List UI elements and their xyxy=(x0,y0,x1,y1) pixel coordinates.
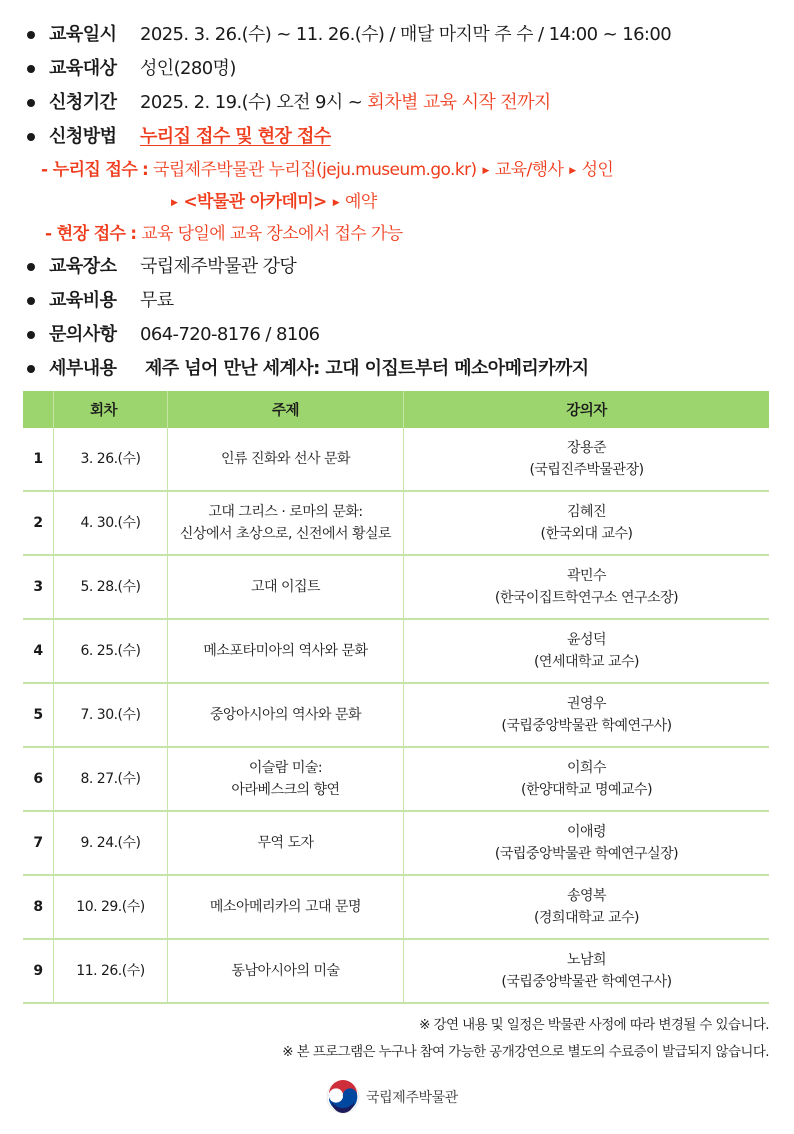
online-path-academy: <박물관 아카데미> xyxy=(183,192,327,212)
fee-value: 무료 xyxy=(140,290,174,311)
bullet-icon xyxy=(27,331,35,339)
session-date: 7. 30.(수) xyxy=(54,683,168,747)
arrow-right-icon: ▶ xyxy=(482,166,489,176)
session-date: 8. 27.(수) xyxy=(54,747,168,811)
lecturer-line: 이희수 xyxy=(566,760,607,776)
lecturer-line: 노남희 xyxy=(566,952,607,968)
lecturer-line: (국립중앙박물관 학예연구사) xyxy=(501,974,672,990)
lecturer-line: (한국외대 교수) xyxy=(540,526,633,542)
table-header-row xyxy=(23,391,769,428)
info-row-detail xyxy=(27,352,777,386)
session-topic xyxy=(168,747,404,811)
session-lecturer xyxy=(404,875,770,939)
info-row-target xyxy=(27,52,777,86)
session-topic xyxy=(168,939,404,1003)
detail-value: 제주 넘어 만난 세계사: 고대 이집트부터 메소아메리카까지 xyxy=(145,358,589,379)
info-row-place xyxy=(27,250,777,284)
session-number: 4 xyxy=(23,619,54,683)
note-no-certificate: ※ 본 프로그램은 누구나 참여 가능한 공개강연으로 별도의 수료증이 발급되지 않습니다. xyxy=(282,1044,769,1060)
session-topic xyxy=(168,619,404,683)
session-number: 9 xyxy=(23,939,54,1003)
org-name: 국립제주박물관 xyxy=(366,1090,458,1106)
lecturer-line: 장용준 xyxy=(566,440,607,456)
session-lecturer xyxy=(404,619,770,683)
session-topic xyxy=(168,875,404,939)
onsite-value: 교육 당일에 교육 장소에서 접수 가능 xyxy=(141,224,403,244)
session-lecturer xyxy=(404,555,770,619)
online-label: - 누리집 접수 xyxy=(41,160,138,180)
table-row xyxy=(23,428,769,491)
notes xyxy=(282,1012,769,1066)
place-label: 교육장소 xyxy=(49,256,117,277)
bullet-icon xyxy=(27,263,35,271)
arrow-right-icon: ▶ xyxy=(332,198,340,208)
method-label: 신청방법 xyxy=(49,126,117,147)
apply-value xyxy=(140,86,551,120)
table-row xyxy=(23,491,769,555)
topic-line: 메소아메리카의 고대 문명 xyxy=(209,899,362,915)
table-row xyxy=(23,875,769,939)
note-schedule-change: ※ 강연 내용 및 일정은 박물관 사정에 따라 변경될 수 있습니다. xyxy=(419,1017,769,1033)
online-apply-line xyxy=(27,154,777,186)
session-lecturer xyxy=(404,428,770,491)
table-row xyxy=(23,555,769,619)
topic-line: 신상에서 초상으로, 신전에서 황실로 xyxy=(179,526,392,542)
session-number: 7 xyxy=(23,811,54,875)
table-row xyxy=(23,747,769,811)
header-topic: 주제 xyxy=(168,391,404,428)
apply-date: 2025. 2. 19.(수) 오전 9시 ~ xyxy=(140,92,363,113)
topic-line: 아라베스크의 향연 xyxy=(231,782,340,798)
apply-deadline: 회차별 교육 시작 전까지 xyxy=(367,92,551,113)
session-date: 4. 30.(수) xyxy=(54,491,168,555)
info-row-period xyxy=(27,18,777,52)
apply-label: 신청기간 xyxy=(49,92,117,113)
table-row xyxy=(23,939,769,1003)
lecturer-line: 김혜진 xyxy=(566,504,607,520)
info-row-method xyxy=(27,120,777,154)
schedule-table xyxy=(23,391,769,1004)
session-number: 1 xyxy=(23,428,54,491)
topic-line: 고대 이집트 xyxy=(250,579,321,595)
lecturer-line: 이애령 xyxy=(566,824,607,840)
session-number: 6 xyxy=(23,747,54,811)
target-label: 교육대상 xyxy=(49,58,117,79)
lecturer-line: (경희대학교 교수) xyxy=(533,910,640,926)
table-row xyxy=(23,683,769,747)
header-session: 회차 xyxy=(54,391,168,428)
session-lecturer xyxy=(404,683,770,747)
taegeuk-logo-icon xyxy=(326,1080,360,1114)
bullet-icon xyxy=(27,365,35,373)
lecturer-line: (한국이집트학연구소 연구소장) xyxy=(494,590,679,606)
info-row-contact xyxy=(27,318,777,352)
session-lecturer xyxy=(404,939,770,1003)
session-topic xyxy=(168,428,404,491)
arrow-right-icon: ▶ xyxy=(171,198,178,208)
fee-label: 교육비용 xyxy=(49,290,117,311)
info-row-fee xyxy=(27,284,777,318)
program-info xyxy=(27,18,777,386)
online-apply-line-2 xyxy=(27,186,777,218)
contact-label: 문의사항 xyxy=(49,324,117,345)
target-value: 성인(280명) xyxy=(140,58,236,79)
online-path-adult: 성인 xyxy=(581,160,614,180)
topic-line: 무역 도자 xyxy=(257,835,314,851)
topic-line: 고대 그리스 · 로마의 문화: xyxy=(208,504,363,520)
onsite-colon: : xyxy=(130,224,137,244)
bullet-icon xyxy=(27,133,35,141)
onsite-label: - 현장 접수 xyxy=(45,224,126,244)
session-date: 5. 28.(수) xyxy=(54,555,168,619)
session-number: 2 xyxy=(23,491,54,555)
footer-logo xyxy=(326,1080,458,1114)
session-topic xyxy=(168,555,404,619)
topic-line: 중앙아시아의 역사와 문화 xyxy=(209,707,362,723)
method-value: 누리집 접수 및 현장 접수 xyxy=(140,126,331,147)
topic-line: 메소포타미아의 역사와 문화 xyxy=(203,643,368,659)
online-path-menu: 교육/행사 xyxy=(494,160,564,180)
bullet-icon xyxy=(27,297,35,305)
session-topic xyxy=(168,491,404,555)
online-colon: : xyxy=(142,160,149,180)
contact-value: 064-720-8176 / 8106 xyxy=(140,324,320,345)
session-lecturer xyxy=(404,491,770,555)
bullet-icon xyxy=(27,99,35,107)
topic-line: 이슬람 미술: xyxy=(248,760,323,776)
online-path-reserve: 예약 xyxy=(345,192,377,212)
session-lecturer xyxy=(404,747,770,811)
session-date: 3. 26.(수) xyxy=(54,428,168,491)
topic-line: 동남아시아의 미술 xyxy=(231,963,340,979)
session-date: 9. 24.(수) xyxy=(54,811,168,875)
detail-label: 세부내용 xyxy=(49,358,117,379)
session-number: 3 xyxy=(23,555,54,619)
header-no xyxy=(23,391,54,428)
onsite-apply-line xyxy=(27,218,777,250)
lecturer-line: (연세대학교 교수) xyxy=(533,654,640,670)
session-lecturer xyxy=(404,811,770,875)
bullet-icon xyxy=(27,31,35,39)
header-lecturer: 강의자 xyxy=(404,391,770,428)
lecturer-line: (국립중앙박물관 학예연구실장) xyxy=(494,846,679,862)
session-date: 11. 26.(수) xyxy=(54,939,168,1003)
lecturer-line: (국립진주박물관장) xyxy=(529,462,644,478)
online-path-site[interactable]: 국립제주박물관 누리집(jeju.museum.go.kr) xyxy=(153,160,477,180)
session-number: 8 xyxy=(23,875,54,939)
topic-line: 인류 진화와 선사 문화 xyxy=(220,451,351,467)
table-row xyxy=(23,811,769,875)
lecturer-line: 권영우 xyxy=(566,696,607,712)
lecturer-line: (한양대학교 명예교수) xyxy=(520,782,653,798)
session-date: 10. 29.(수) xyxy=(54,875,168,939)
place-value: 국립제주박물관 강당 xyxy=(140,256,297,277)
session-number: 5 xyxy=(23,683,54,747)
session-topic xyxy=(168,683,404,747)
arrow-right-icon: ▶ xyxy=(569,166,576,176)
table-row xyxy=(23,619,769,683)
lecturer-line: 송영복 xyxy=(566,888,607,904)
period-value: 2025. 3. 26.(수) ~ 11. 26.(수) / 매달 마지막 주 수 / 14:00 ~ 16:00 xyxy=(140,24,672,45)
lecturer-line: 곽민수 xyxy=(566,568,607,584)
bullet-icon xyxy=(27,65,35,73)
lecturer-line: (국립중앙박물관 학예연구사) xyxy=(501,718,672,734)
period-label: 교육일시 xyxy=(49,24,117,45)
session-date: 6. 25.(수) xyxy=(54,619,168,683)
lecturer-line: 윤성덕 xyxy=(566,632,607,648)
session-topic xyxy=(168,811,404,875)
info-row-apply xyxy=(27,86,777,120)
